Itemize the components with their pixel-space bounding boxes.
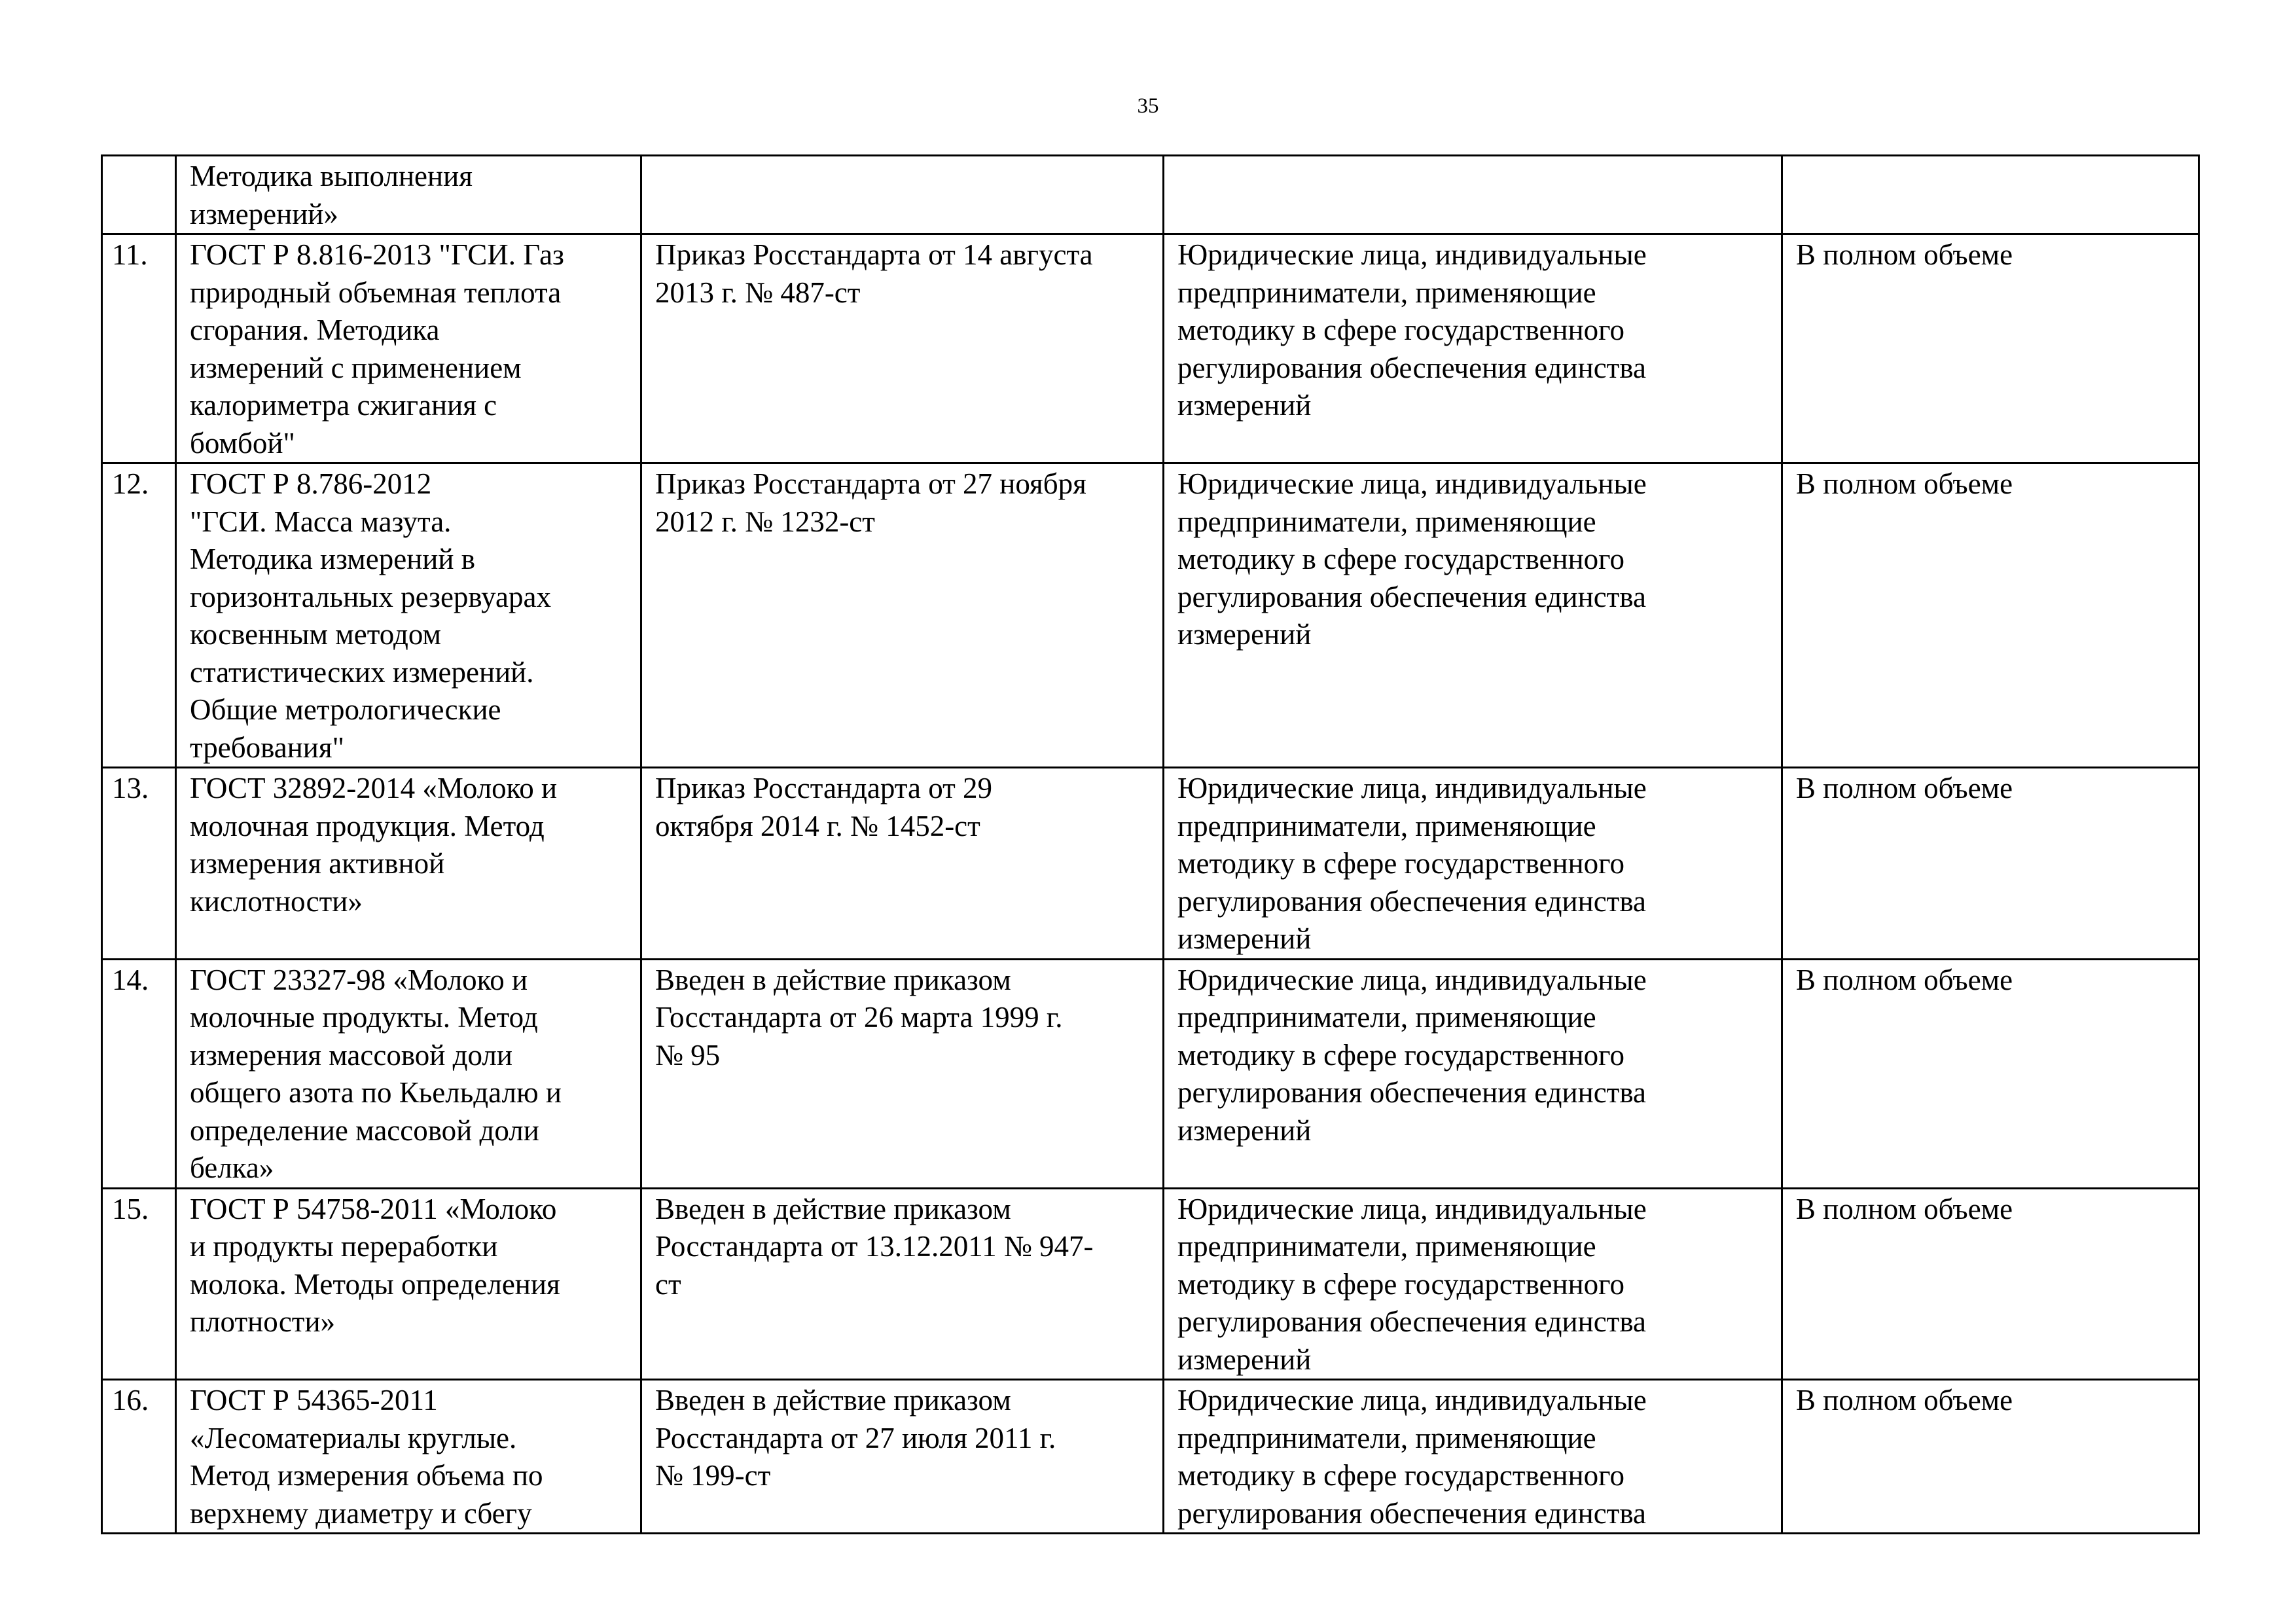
applies-to: Юридические лица, индивидуальные предприниматели, применяющие методику в сфере государственного регулирования обеспечения единства измерений: [1164, 234, 1782, 463]
row-number: 13.: [102, 768, 176, 960]
table-row: [102, 1380, 2199, 1534]
approval-order: Приказ Росстандарта от 29 октября 2014 г. № 1452-ст: [641, 768, 1164, 960]
row-number: [102, 156, 176, 234]
standard-title: ГОСТ Р 8.786-2012 "ГСИ. Масса мазута. Методика измерений в горизонтальных резервуарах косвенным методом статистических измерений. Общие метрологические требования": [176, 463, 641, 768]
application-scope: В полном объеме: [1782, 768, 2199, 960]
approval-order: [641, 156, 1164, 234]
regulation-table: [101, 154, 2200, 1534]
approval-order: Приказ Росстандарта от 27 ноября 2012 г. № 1232-ст: [641, 463, 1164, 768]
application-scope: В полном объеме: [1782, 1380, 2199, 1534]
standard-title: ГОСТ 23327-98 «Молоко и молочные продукты. Метод измерения массовой доли общего азота по Кьельдалю и определение массовой доли белка»: [176, 959, 641, 1188]
table-row: [102, 463, 2199, 768]
table-row: [102, 768, 2199, 960]
applies-to: [1164, 156, 1782, 234]
row-number: 14.: [102, 959, 176, 1188]
applies-to: Юридические лица, индивидуальные предприниматели, применяющие методику в сфере государственного регулирования обеспечения единства: [1164, 1380, 1782, 1534]
application-scope: В полном объеме: [1782, 959, 2199, 1188]
application-scope: В полном объеме: [1782, 234, 2199, 463]
application-scope: В полном объеме: [1782, 1188, 2199, 1380]
standard-title: ГОСТ Р 54365-2011 «Лесоматериалы круглые. Метод измерения объема по верхнему диаметру и сбегу: [176, 1380, 641, 1534]
approval-order: Введен в действие приказом Росстандарта от 13.12.2011 № 947- ст: [641, 1188, 1164, 1380]
applies-to: Юридические лица, индивидуальные предприниматели, применяющие методику в сфере государственного регулирования обеспечения единства измерений: [1164, 1188, 1782, 1380]
application-scope: [1782, 156, 2199, 234]
page-number: 35: [1137, 94, 1159, 118]
table-row: [102, 234, 2199, 463]
standard-title: Методика выполнения измерений»: [176, 156, 641, 234]
row-number: 11.: [102, 234, 176, 463]
row-number: 12.: [102, 463, 176, 768]
table-row: [102, 959, 2199, 1188]
applies-to: Юридические лица, индивидуальные предприниматели, применяющие методику в сфере государственного регулирования обеспечения единства измерений: [1164, 463, 1782, 768]
approval-order: Введен в действие приказом Росстандарта от 27 июля 2011 г. № 199-ст: [641, 1380, 1164, 1534]
standard-title: ГОСТ 32892-2014 «Молоко и молочная продукция. Метод измерения активной кислотности»: [176, 768, 641, 960]
standard-title: ГОСТ Р 8.816-2013 "ГСИ. Газ природный объемная теплота сгорания. Методика измерений с применением калориметра сжигания с бомбой": [176, 234, 641, 463]
applies-to: Юридические лица, индивидуальные предприниматели, применяющие методику в сфере государственного регулирования обеспечения единства измерений: [1164, 768, 1782, 960]
approval-order: Введен в действие приказом Госстандарта от 26 марта 1999 г. № 95: [641, 959, 1164, 1188]
standard-title: ГОСТ Р 54758-2011 «Молоко и продукты переработки молока. Методы определения плотности»: [176, 1188, 641, 1380]
row-number: 15.: [102, 1188, 176, 1380]
application-scope: В полном объеме: [1782, 463, 2199, 768]
row-number: 16.: [102, 1380, 176, 1534]
table-row: [102, 156, 2199, 234]
approval-order: Приказ Росстандарта от 14 августа 2013 г. № 487-ст: [641, 234, 1164, 463]
applies-to: Юридические лица, индивидуальные предприниматели, применяющие методику в сфере государственного регулирования обеспечения единства измерений: [1164, 959, 1782, 1188]
table-row: [102, 1188, 2199, 1380]
